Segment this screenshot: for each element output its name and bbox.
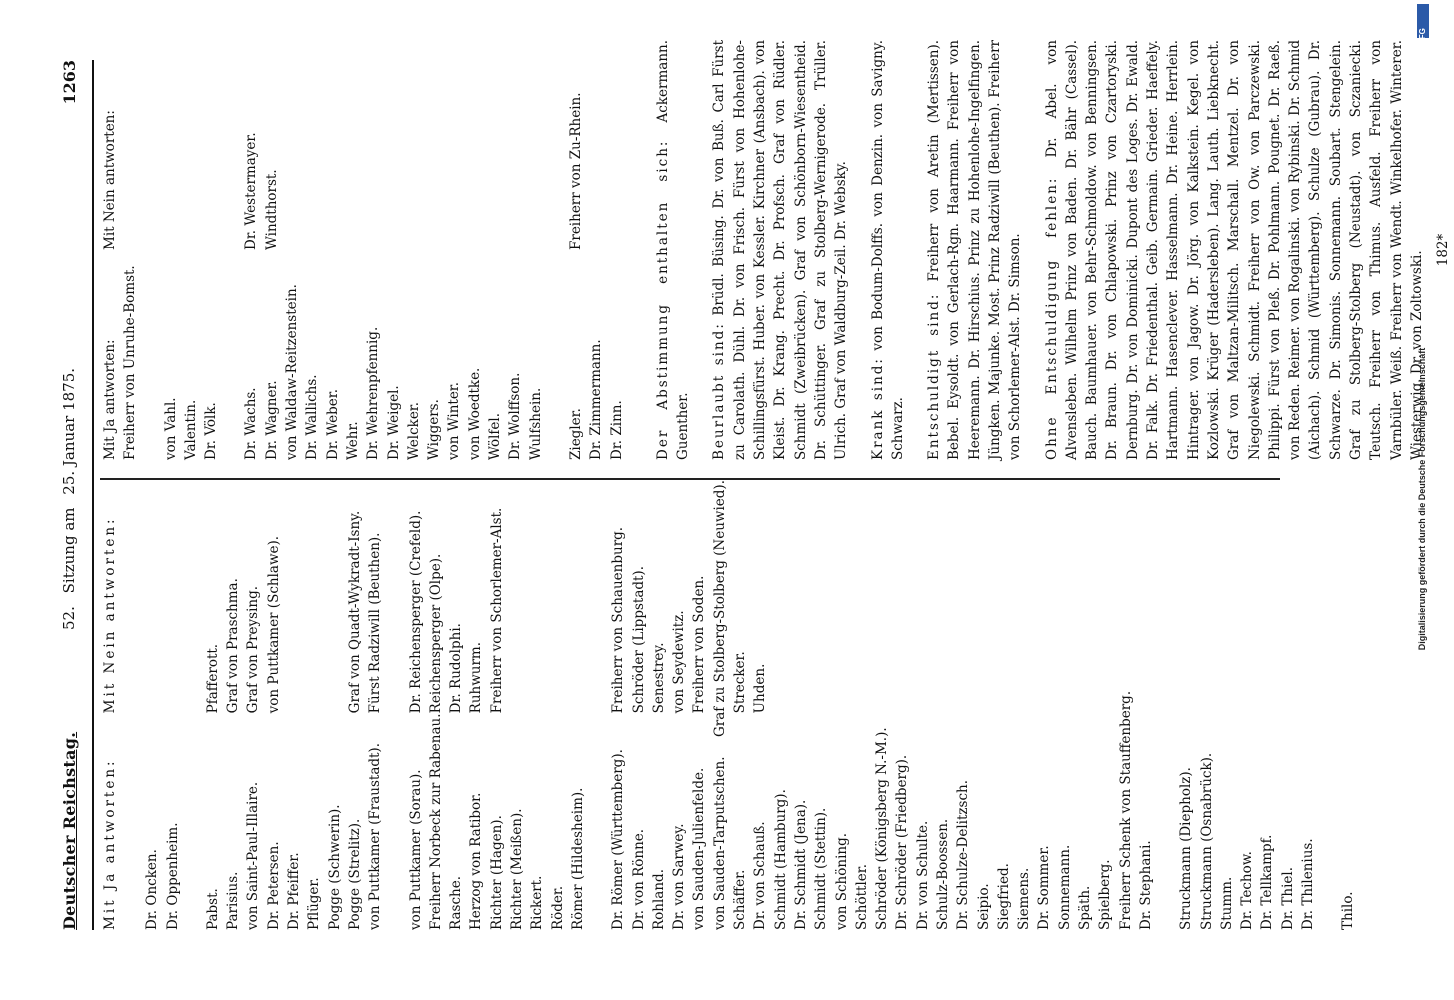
list-item: Dr. von Rönne. Schröder (Lippstadt). — [630, 566, 647, 930]
list-item: Spielberg. — [1097, 859, 1114, 930]
list-item: Dr. Thilenius. — [1300, 838, 1317, 930]
list-item: Dr. Sommer. — [1036, 845, 1053, 930]
list-item: Dr. Völk. — [203, 402, 220, 460]
list-item: Schulz-Boossen. — [934, 818, 951, 930]
list-item: Dr. Thiel. — [1279, 867, 1296, 930]
publication-title: Deutscher Reichstag. — [60, 731, 79, 930]
list-item: Dr. von Schauß. Uhden. — [752, 663, 769, 930]
funding-note: Digitalisierung gefördert durch die Deutsche Forschungsgemeinschaft — [1417, 347, 1427, 651]
session-info — [60, 360, 78, 630]
list-item: Schmidt (Stettin). — [813, 807, 830, 930]
list-item: Parisius. Graf von Praschma. — [225, 578, 242, 930]
list-item: Freiherr von Unruhe-Bomst. — [122, 265, 139, 460]
list-item: Dr. Zimmermann. — [588, 339, 605, 460]
list-item: Wölfel. — [487, 413, 504, 460]
list-item: Valentin. — [182, 399, 199, 460]
list-item: von Sauden-Tarputschen. Graf zu Stolberg-Stolberg (Neuwied). — [711, 480, 728, 930]
page-number: 1263 — [60, 60, 79, 105]
list-item: Welcker. — [405, 401, 422, 460]
session-date: 25. Januar 1875. — [60, 367, 78, 495]
list-item: von Waldaw-Reitzenstein. — [284, 284, 301, 460]
list-item: Dr. Weigel. — [385, 385, 402, 460]
list-item: Späth. — [1077, 885, 1094, 930]
list-item: Wulfshein. — [527, 387, 544, 460]
excused-paragraph: Entschuldigt sind: Freiherr von Aretin (Mertissen). Bebel. Eysoldt. von Gerlach-Rgn. Haarmann. Freiherr von Heeremann. Dr. Hirschius. Prinz zu Hohenlohe-Ingelfingen. Jüngken. Majunke. Most. Prinz Radziwill (Beuthen). Freiherr von Schorlemer-Alst. Dr. Simson. — [926, 39, 1024, 460]
list-item: Dr. von Sarwey. von Seydewitz. — [671, 610, 688, 930]
signature-mark: 182* — [1435, 233, 1452, 267]
list-item: Schmidt (Hamburg). — [772, 789, 789, 930]
list-item: Dr. von Schulte. — [914, 820, 931, 930]
list-item: Siemens. — [1016, 867, 1033, 930]
left-column-headings — [100, 480, 120, 930]
sick-paragraph: Krank sind: von Bodum-Dolffs. von Denzin. von Savigny. Schwarz. — [869, 40, 906, 460]
list-item: von Puttkamer (Sorau). Dr. Reichensperger (Crefeld). — [407, 510, 424, 930]
list-item: Dr. Weber. — [324, 388, 341, 460]
list-item: Römer (Hildesheim). — [569, 787, 586, 930]
abstention-paragraph: Der Abstimmung enthalten sich: Ackermann. Guenther. — [654, 40, 692, 460]
list-item: Freiherr Schenk von Stauffenberg. — [1117, 690, 1134, 930]
list-item: Pogge (Strelitz). Graf von Quadt-Wykradt-Isny. — [346, 510, 363, 930]
list-item: Dr. Stephani. — [1137, 840, 1154, 930]
list-item: Dr. Zinn. — [608, 400, 625, 460]
list-item: Dr. Wolffson. — [507, 372, 524, 460]
list-item: von Schöning. — [833, 832, 850, 930]
left-vote-columns — [100, 480, 1359, 930]
session-number: 52. — [60, 606, 78, 630]
heading-ja: Mit Ja antworten: — [102, 758, 118, 930]
list-item: Schröder (Königsberg N.-M.). — [874, 727, 891, 930]
list-item: von Puttkamer (Fraustadt). Fürst Radziwill (Beuthen). — [367, 532, 384, 930]
heading-ja-right: Mit Ja antworten: — [102, 339, 118, 460]
list-item: Dr. Tellkampf. — [1259, 834, 1276, 930]
list-item: Herzog von Ratibor. Ruhwurm. — [468, 641, 485, 930]
list-item: von Vahl. — [162, 397, 179, 460]
list-item: von Sauden-Julienfelde. Freiherr von Soden. — [691, 575, 708, 930]
list-item: von Woedtke. — [466, 367, 483, 460]
list-item: Dr. Römer (Württemberg). Freiherr von Schauenburg. — [610, 526, 627, 930]
list-item: Wehr. — [344, 421, 361, 460]
list-item: Dr. Schmidt (Jena). — [792, 799, 809, 930]
on-leave-paragraph: Beurlaubt sind: Brüdl. Büsing. Dr. von Buß. Carl Fürst zu Carolath. Dühl. Dr. von Frisch. Fürst von Hohenlohe-Schillingsfürst. Huber. von Kessler. Kirchner (Ansbach). von Kleist. Dr. Krang. Precht. Dr. Profsch. Graf von Rüdler. Schmidt (Zweibrücken). Graf von Schönborn-Wiesentheid. Dr. Schüttinger. Graf zu Stolberg-Wernigerode. Trüller. Ulrich. Graf von Waldburg-Zeil. Dr. Websky. — [711, 39, 850, 460]
list-item: Pflüger. — [306, 877, 323, 930]
list-item: Dr. Techow. — [1239, 851, 1256, 930]
list-item: Dr. Wehrenpfennig. — [365, 326, 382, 460]
dfg-logo: DFG — [1417, 4, 1429, 38]
list-item: Rohland. Senestrey. — [650, 642, 667, 930]
page-header — [50, 60, 94, 930]
list-item: Sonnemann. — [1056, 844, 1073, 930]
list-item: Dr. Oncken. — [144, 849, 161, 930]
list-item: Seipio. — [975, 883, 992, 930]
list-item: Schöttler. — [853, 863, 870, 930]
list-item: Dr. Oppenheim. — [164, 822, 181, 930]
list-item: Siegfried. — [995, 863, 1012, 930]
list-item: Richter (Meißen). — [509, 808, 526, 930]
absent-paragraph: Ohne Entschuldigung fehlen: Dr. Abel. von Alvensleben. Wilhelm Prinz von Baden. Dr. Bähr (Cassel). Bauch. Baumhauer. von Behr-Schmoldow. von Benningsen. Dr. Braun. Dr. von Chlapowski. Prinz von Czartoryski. Dernburg. Dr. von Dominicki. Dupont des Loges. Dr. Ewald. Dr. Falk. Dr. Friedenthal. Geib. Germain. Grieder. Haeffely. Hartmann. Hasenclever. Hasselmann. Dr. Heine. Herrlein. Hintrager. von Jagow. Dr. Jörg. von Kalkstein. Kegel. von Kozlowski. Krüger (Hadersleben). Lang. Lauth. Liebknecht. Graf von Maltzan-Militsch. Marschall. Mentzel. Dr. von Niegolewski. Schmidt. Freiherr von Ow. von Parczewski. Philippi. Fürst von Pleß. Dr. Pohlmann. Pougnet. Dr. Raeß. von Reden. Reimer. von Rogalinski. von Rybinski. Dr. Schmid (Aichach). Schmid (Württemberg). Schulze (Gubrau). Dr. Schwarze. Dr. Simonis. Sonnemann. Soubart. Stengelein. Graf zu Stolberg-Stolberg (Neustadt). von Sczaniecki. Teutsch. Freiherr von Thimus. Ausfeld. Freiherr von Varnbüler. Weiß. Freiherr von Wendt. Winkelhofer. Winterer. Wiesterwig. Dr. von Zoltowski. — [1043, 39, 1425, 460]
list-item: Dr. Petersen. von Puttkamer (Schlawe). — [265, 535, 282, 930]
list-item: Pabst. Pfafferott. — [204, 643, 221, 930]
digitization-sidebar — [1417, 4, 1429, 994]
list-item: Dr. Schulze-Delitzsch. — [955, 779, 972, 930]
list-item: Freiherr Norbeck zur Rabenau. Reichensperger (Olpe). — [427, 553, 444, 930]
list-item: Rasche. Dr. Rudolphi. — [448, 623, 465, 930]
list-item: Dr. Wagner. Windthorst. — [263, 169, 280, 460]
list-item: Dr. Pfeiffer. — [286, 852, 303, 930]
session-label: Sitzung am — [60, 507, 78, 594]
list-item: Schäffer. Strecker. — [732, 651, 749, 930]
list-item: Struckmann (Osnabrück). — [1198, 752, 1215, 930]
list-item: Dr. Wallichs. — [304, 374, 321, 460]
right-column-headings — [100, 40, 120, 460]
heading-nein: Mit Nein antworten: — [102, 516, 118, 714]
column-divider — [100, 479, 1280, 481]
list-item: von Saint-Paul-Illaire. Graf von Preysing. — [245, 585, 262, 930]
list-item: Dr. Schröder (Friedberg). — [894, 754, 911, 930]
list-item: von Winter. — [446, 381, 463, 460]
list-item: Röder. — [549, 885, 566, 930]
list-item: Pogge (Schwerin). — [326, 804, 343, 930]
list-item: Rickert. — [529, 875, 546, 930]
right-column — [100, 40, 1454, 460]
list-item: Ziegler. Freiherr von Zu-Rhein. — [567, 92, 584, 460]
list-item: Richter (Hagen). Freiherr von Schorlemer-Alst. — [488, 507, 505, 930]
list-item: Wiggers. — [426, 399, 443, 460]
list-item: Dr. Wachs. Dr. Westermayer. — [243, 132, 260, 460]
heading-nein-right: Mit Nein antworten: — [102, 110, 118, 250]
list-item: Thilo. — [1340, 891, 1357, 930]
list-item: Struckmann (Diepholz). — [1178, 767, 1195, 930]
list-item: Stumm. — [1218, 876, 1235, 930]
